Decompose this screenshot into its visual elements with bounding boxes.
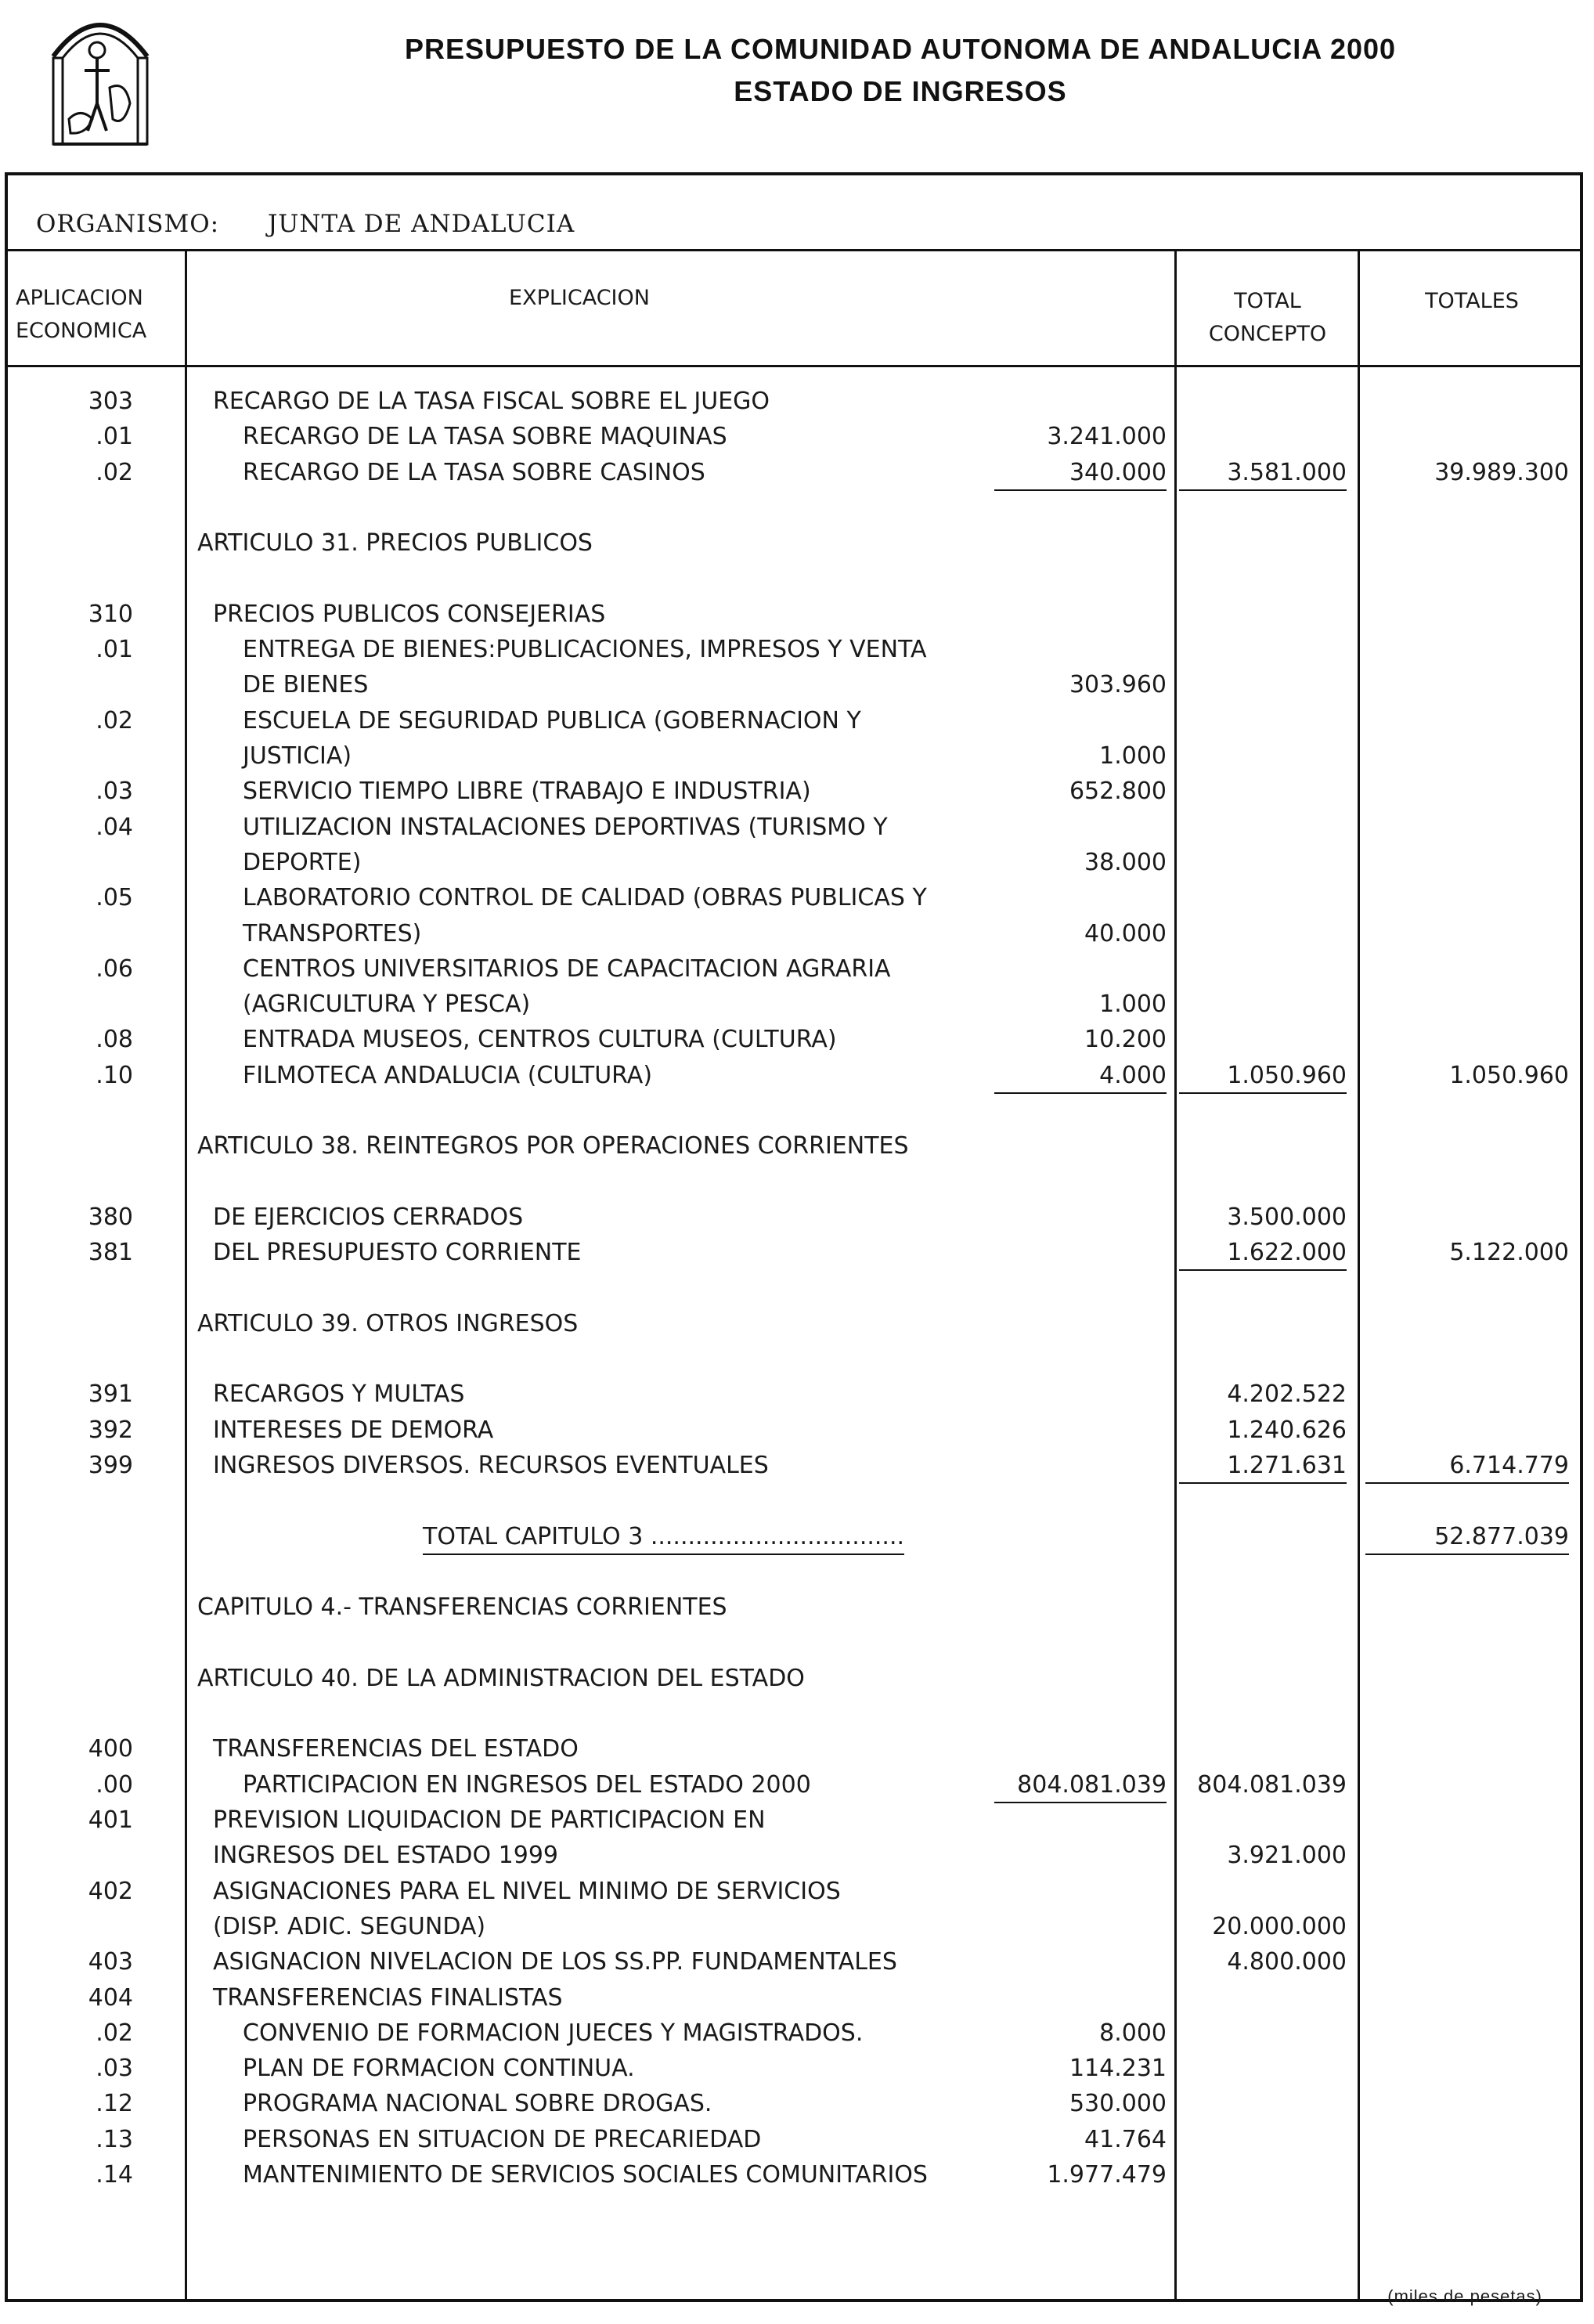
column-divider-totales	[1358, 249, 1360, 2302]
row-code: .12	[96, 2090, 133, 2118]
row-description: MANTENIMIENTO DE SERVICIOS SOCIALES COMUNITARIOS	[243, 2161, 928, 2189]
row-description: ASIGNACION NIVELACION DE LOS SS.PP. FUNDAMENTALES	[213, 1948, 897, 1976]
row-description: ARTICULO 31. PRECIOS PUBLICOS	[197, 529, 593, 558]
row-description: CONVENIO DE FORMACION JUECES Y MAGISTRADOS.	[243, 2019, 864, 2047]
column-header-total-concepto-line1: TOTAL	[1234, 289, 1301, 313]
row-description: ENTRADA MUSEOS, CENTROS CULTURA (CULTURA)	[243, 1026, 837, 1054]
row-code: .02	[96, 458, 133, 486]
row-amount: 530.000	[1069, 2090, 1167, 2118]
row-amount: 3.241.000	[1047, 423, 1167, 451]
row-description: INGRESOS DEL ESTADO 1999	[213, 1842, 558, 1870]
row-code: .10	[96, 1061, 133, 1089]
row-total-concepto: 1.622.000	[1179, 1236, 1347, 1271]
organismo-line	[36, 210, 575, 238]
row-amount: 10.200	[1084, 1026, 1167, 1054]
row-description: TOTAL CAPITULO 3 ..................................	[423, 1521, 904, 1555]
row-amount: 41.764	[1084, 2125, 1167, 2153]
row-totales: 6.714.779	[1365, 1449, 1569, 1484]
units-footnote: (miles de pesetas)	[1387, 2286, 1542, 2306]
org-divider	[5, 249, 1583, 251]
row-code: 403	[88, 1948, 133, 1976]
column-header-total-concepto-line2: CONCEPTO	[1208, 322, 1327, 346]
column-header-totales: TOTALES	[1425, 289, 1519, 313]
row-description: TRANSPORTES)	[243, 919, 422, 947]
row-code: 381	[88, 1239, 133, 1267]
header-divider	[5, 365, 1583, 367]
row-description: ASIGNACIONES PARA EL NIVEL MINIMO DE SERVICIOS	[213, 1877, 841, 1905]
row-total-concepto: 1.271.631	[1179, 1449, 1347, 1484]
column-divider-codes	[185, 249, 187, 2302]
row-description: PLAN DE FORMACION CONTINUA.	[243, 2055, 635, 2083]
row-code: .06	[96, 955, 133, 983]
row-total-concepto: 20.000.000	[1212, 1912, 1347, 1940]
row-total-concepto: 4.202.522	[1227, 1380, 1347, 1409]
row-description: CENTROS UNIVERSITARIOS DE CAPACITACION AGRARIA	[243, 955, 891, 983]
row-description: ARTICULO 39. OTROS INGRESOS	[197, 1309, 579, 1337]
organismo-value: JUNTA DE ANDALUCIA	[267, 210, 575, 238]
row-description: ESCUELA DE SEGURIDAD PUBLICA (GOBERNACION Y	[243, 706, 861, 734]
row-code: 380	[88, 1203, 133, 1231]
row-amount: 40.000	[1084, 919, 1167, 947]
row-description: FILMOTECA ANDALUCIA (CULTURA)	[243, 1061, 653, 1089]
row-description: ARTICULO 38. REINTEGROS POR OPERACIONES CORRIENTES	[197, 1132, 909, 1160]
row-code: 400	[88, 1735, 133, 1763]
row-amount: 1.000	[1099, 991, 1167, 1019]
row-description: PERSONAS EN SITUACION DE PRECARIEDAD	[243, 2125, 762, 2153]
row-amount: 114.231	[1069, 2055, 1167, 2083]
row-code: .05	[96, 884, 133, 912]
row-totales: 39.989.300	[1434, 458, 1569, 486]
document-subtitle: ESTADO DE INGRESOS	[734, 75, 1067, 107]
row-code: 310	[88, 600, 133, 628]
row-description: TRANSFERENCIAS FINALISTAS	[213, 1983, 563, 2012]
row-description: UTILIZACION INSTALACIONES DEPORTIVAS (TURISMO Y	[243, 813, 888, 841]
row-code: 402	[88, 1877, 133, 1905]
row-description: RECARGO DE LA TASA FISCAL SOBRE EL JUEGO	[213, 388, 770, 415]
row-description: RECARGO DE LA TASA SOBRE CASINOS	[243, 458, 705, 486]
row-totales: 1.050.960	[1449, 1061, 1569, 1089]
row-amount: 804.081.039	[994, 1769, 1167, 1803]
row-totales: 52.877.039	[1365, 1521, 1569, 1555]
row-description: PROGRAMA NACIONAL SOBRE DROGAS.	[243, 2090, 712, 2118]
row-code: .03	[96, 2055, 133, 2083]
row-total-concepto: 804.081.039	[1197, 1770, 1347, 1799]
row-amount: 4.000	[994, 1059, 1167, 1094]
row-total-concepto: 3.581.000	[1179, 456, 1347, 491]
row-code: 392	[88, 1416, 133, 1444]
row-description: DE EJERCICIOS CERRADOS	[213, 1203, 524, 1231]
row-total-concepto: 4.800.000	[1227, 1948, 1347, 1976]
row-description: DE BIENES	[243, 671, 369, 699]
row-description: CAPITULO 4.- TRANSFERENCIAS CORRIENTES	[197, 1593, 727, 1622]
row-code: .03	[96, 778, 133, 806]
row-amount: 303.960	[1069, 671, 1167, 699]
column-header-explicacion: EXPLICACION	[509, 286, 650, 310]
column-header-aplicacion-line1: APLICACION	[16, 286, 143, 310]
row-description: DEL PRESUPUESTO CORRIENTE	[213, 1239, 582, 1267]
row-code: .01	[96, 423, 133, 451]
row-description: LABORATORIO CONTROL DE CALIDAD (OBRAS PUBLICAS Y	[243, 884, 927, 912]
row-total-concepto: 3.500.000	[1227, 1203, 1347, 1231]
document-title: PRESUPUESTO DE LA COMUNIDAD AUTONOMA DE ANDALUCIA 2000	[404, 33, 1397, 65]
row-description: DEPORTE)	[243, 848, 362, 876]
row-code: .08	[96, 1026, 133, 1054]
row-description: PREVISION LIQUIDACION DE PARTICIPACION EN	[213, 1806, 766, 1834]
row-description: SERVICIO TIEMPO LIBRE (TRABAJO E INDUSTRIA)	[243, 778, 811, 806]
row-code: .01	[96, 636, 133, 664]
row-description: (AGRICULTURA Y PESCA)	[243, 991, 531, 1019]
row-code: .00	[96, 1770, 133, 1799]
row-description: PARTICIPACION EN INGRESOS DEL ESTADO 2000	[243, 1770, 811, 1799]
row-description: (DISP. ADIC. SEGUNDA)	[213, 1912, 486, 1940]
column-divider-concepto	[1174, 249, 1177, 2302]
row-amount: 1.000	[1099, 742, 1167, 770]
row-code: .02	[96, 706, 133, 734]
row-description: ENTREGA DE BIENES:PUBLICACIONES, IMPRESOS Y VENTA	[243, 636, 927, 664]
row-description: JUSTICIA)	[243, 742, 352, 770]
row-description: RECARGO DE LA TASA SOBRE MAQUINAS	[243, 423, 727, 451]
row-code: 391	[88, 1380, 133, 1409]
row-code: 401	[88, 1806, 133, 1834]
row-total-concepto: 1.240.626	[1227, 1416, 1347, 1444]
row-description: INGRESOS DIVERSOS. RECURSOS EVENTUALES	[213, 1452, 769, 1479]
column-header-aplicacion-line2: ECONOMICA	[16, 319, 147, 343]
row-description: RECARGOS Y MULTAS	[213, 1380, 465, 1409]
row-code: .14	[96, 2161, 133, 2189]
column-header-aplicacion	[8, 282, 193, 348]
row-amount: 1.977.479	[1047, 2161, 1167, 2189]
row-total-concepto: 1.050.960	[1179, 1059, 1347, 1094]
row-totales: 5.122.000	[1449, 1239, 1569, 1267]
row-code: 399	[88, 1452, 133, 1479]
row-code: .02	[96, 2019, 133, 2047]
row-description: ARTICULO 40. DE LA ADMINISTRACION DEL ESTADO	[197, 1664, 805, 1692]
row-amount: 8.000	[1099, 2019, 1167, 2047]
row-description: PRECIOS PUBLICOS CONSEJERIAS	[213, 600, 606, 628]
organismo-label: ORGANISMO:	[36, 210, 220, 238]
row-code: .04	[96, 813, 133, 841]
row-amount: 652.800	[1069, 778, 1167, 806]
row-code: 404	[88, 1983, 133, 2012]
row-description: INTERESES DE DEMORA	[213, 1416, 494, 1444]
row-code: 303	[88, 388, 133, 415]
andalucia-coat-of-arms-logo	[38, 2, 163, 150]
row-amount: 38.000	[1084, 848, 1167, 876]
row-code: .13	[96, 2125, 133, 2153]
row-total-concepto: 3.921.000	[1227, 1842, 1347, 1870]
row-description: TRANSFERENCIAS DEL ESTADO	[213, 1735, 579, 1763]
column-header-total-concepto	[1177, 285, 1358, 351]
row-amount: 340.000	[994, 456, 1167, 491]
